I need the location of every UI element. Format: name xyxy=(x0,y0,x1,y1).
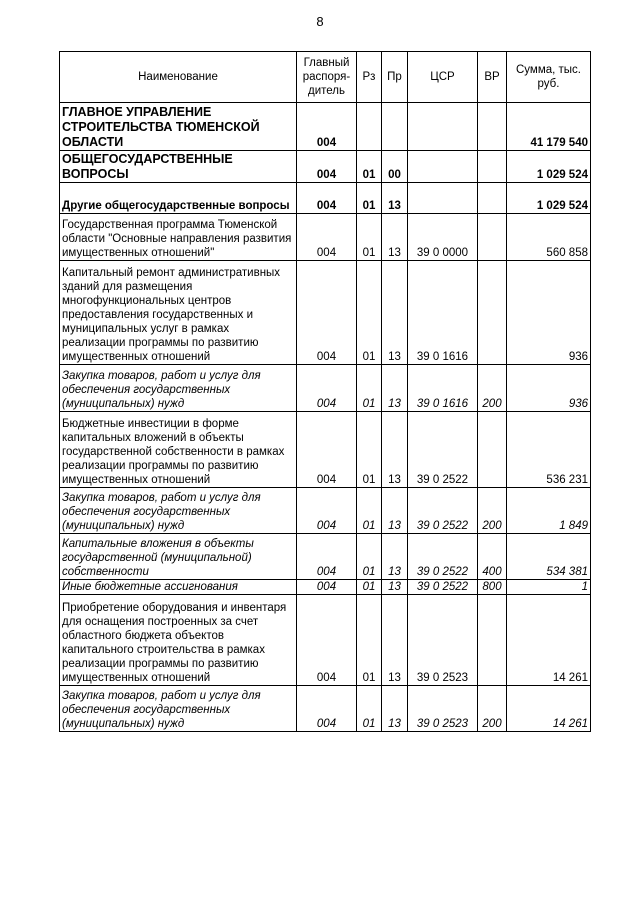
budget-table xyxy=(59,51,591,732)
row-subsection xyxy=(382,103,408,151)
row-section: 01 xyxy=(357,365,382,412)
row-expense-type xyxy=(478,214,507,261)
row-section: 01 xyxy=(357,534,382,580)
row-expense-type xyxy=(478,261,507,365)
row-expense-type xyxy=(478,151,507,183)
row-expense-type xyxy=(478,183,507,214)
row-expense-type: 200 xyxy=(478,365,507,412)
row-name: Другие общегосударственные вопросы xyxy=(60,183,297,214)
table-row xyxy=(60,580,591,595)
row-main-manager: 004 xyxy=(297,534,357,580)
row-sum: 536 231 xyxy=(507,412,591,488)
row-name: ОБЩЕГОСУДАРСТВЕННЫЕ ВОПРОСЫ xyxy=(60,151,297,183)
table-row xyxy=(60,183,591,214)
row-sum: 936 xyxy=(507,365,591,412)
row-name: Капитальные вложения в объекты государственной (муниципальной) собственности xyxy=(60,534,297,580)
row-expense-type: 400 xyxy=(478,534,507,580)
row-sum: 1 xyxy=(507,580,591,595)
row-sum: 534 381 xyxy=(507,534,591,580)
row-section: 01 xyxy=(357,686,382,732)
row-section: 01 xyxy=(357,595,382,686)
row-sum: 1 029 524 xyxy=(507,151,591,183)
row-main-manager: 004 xyxy=(297,595,357,686)
row-name: Бюджетные инвестиции в форме капитальных вложений в объекты государственной собственности в рамках реализации программы по развитию имущественных отношений xyxy=(60,412,297,488)
row-subsection: 13 xyxy=(382,261,408,365)
row-subsection: 13 xyxy=(382,412,408,488)
row-section: 01 xyxy=(357,580,382,595)
row-sum: 14 261 xyxy=(507,686,591,732)
row-name: ГЛАВНОЕ УПРАВЛЕНИЕ СТРОИТЕЛЬСТВА ТЮМЕНСКОЙ ОБЛАСТИ xyxy=(60,103,297,151)
header-expense-type: ВР xyxy=(478,52,507,103)
row-subsection: 13 xyxy=(382,488,408,534)
table-row xyxy=(60,103,591,151)
row-section xyxy=(357,103,382,151)
row-main-manager: 004 xyxy=(297,214,357,261)
row-target-article: 39 0 0000 xyxy=(408,214,478,261)
row-sum: 1 849 xyxy=(507,488,591,534)
row-subsection: 13 xyxy=(382,534,408,580)
row-section: 01 xyxy=(357,488,382,534)
row-target-article xyxy=(408,183,478,214)
row-target-article: 39 0 2522 xyxy=(408,580,478,595)
row-main-manager: 004 xyxy=(297,365,357,412)
row-name: Иные бюджетные ассигнования xyxy=(60,580,297,595)
table-row xyxy=(60,686,591,732)
header-name: Наименование xyxy=(60,52,297,103)
row-target-article xyxy=(408,103,478,151)
row-target-article: 39 0 2522 xyxy=(408,488,478,534)
table-row xyxy=(60,595,591,686)
row-name: Закупка товаров, работ и услуг для обеспечения государственных (муниципальных) нужд xyxy=(60,488,297,534)
header-target-article: ЦСР xyxy=(408,52,478,103)
row-expense-type: 200 xyxy=(478,488,507,534)
row-subsection: 13 xyxy=(382,214,408,261)
table-row xyxy=(60,365,591,412)
table-row xyxy=(60,151,591,183)
row-target-article: 39 0 2523 xyxy=(408,686,478,732)
row-subsection: 13 xyxy=(382,580,408,595)
row-target-article: 39 0 2522 xyxy=(408,534,478,580)
row-sum: 560 858 xyxy=(507,214,591,261)
row-name: Закупка товаров, работ и услуг для обеспечения государственных (муниципальных) нужд xyxy=(60,686,297,732)
row-main-manager: 004 xyxy=(297,183,357,214)
table-row xyxy=(60,534,591,580)
row-main-manager: 004 xyxy=(297,488,357,534)
row-expense-type: 200 xyxy=(478,686,507,732)
row-name: Капитальный ремонт административных зданий для размещения многофункциональных центров предоставления государственных и муниципальных услуг в рамках реализации программы по развитию имущественных отношений xyxy=(60,261,297,365)
row-main-manager: 004 xyxy=(297,686,357,732)
row-expense-type xyxy=(478,103,507,151)
header-sum: Сумма, тыс. руб. xyxy=(507,52,591,103)
row-target-article: 39 0 1616 xyxy=(408,365,478,412)
table-row xyxy=(60,412,591,488)
row-sum: 41 179 540 xyxy=(507,103,591,151)
row-name: Закупка товаров, работ и услуг для обеспечения государственных (муниципальных) нужд xyxy=(60,365,297,412)
row-main-manager: 004 xyxy=(297,580,357,595)
row-name: Приобретение оборудования и инвентаря для оснащения построенных за счет областного бюджета объектов капитального строительства в рамках реализации программы по развитию имущественных отношений xyxy=(60,595,297,686)
table-row xyxy=(60,488,591,534)
row-main-manager: 004 xyxy=(297,412,357,488)
row-target-article: 39 0 1616 xyxy=(408,261,478,365)
row-subsection: 13 xyxy=(382,595,408,686)
header-main-manager: Главный распоря-дитель xyxy=(297,52,357,103)
row-expense-type: 800 xyxy=(478,580,507,595)
row-section: 01 xyxy=(357,412,382,488)
row-sum: 1 029 524 xyxy=(507,183,591,214)
row-section: 01 xyxy=(357,151,382,183)
row-sum: 14 261 xyxy=(507,595,591,686)
row-subsection: 13 xyxy=(382,183,408,214)
table-row xyxy=(60,214,591,261)
row-subsection: 13 xyxy=(382,686,408,732)
row-target-article xyxy=(408,151,478,183)
row-target-article: 39 0 2522 xyxy=(408,412,478,488)
table-header-row xyxy=(60,52,591,103)
row-main-manager: 004 xyxy=(297,261,357,365)
row-main-manager: 004 xyxy=(297,103,357,151)
header-section: Рз xyxy=(357,52,382,103)
row-target-article: 39 0 2523 xyxy=(408,595,478,686)
row-section: 01 xyxy=(357,214,382,261)
row-section: 01 xyxy=(357,261,382,365)
row-subsection: 13 xyxy=(382,365,408,412)
row-main-manager: 004 xyxy=(297,151,357,183)
page-number: 8 xyxy=(316,14,324,29)
row-subsection: 00 xyxy=(382,151,408,183)
row-name: Государственная программа Тюменской области "Основные направления развития имущественных отношений" xyxy=(60,214,297,261)
table-row xyxy=(60,261,591,365)
row-sum: 936 xyxy=(507,261,591,365)
row-section: 01 xyxy=(357,183,382,214)
row-expense-type xyxy=(478,412,507,488)
row-expense-type xyxy=(478,595,507,686)
header-subsection: Пр xyxy=(382,52,408,103)
